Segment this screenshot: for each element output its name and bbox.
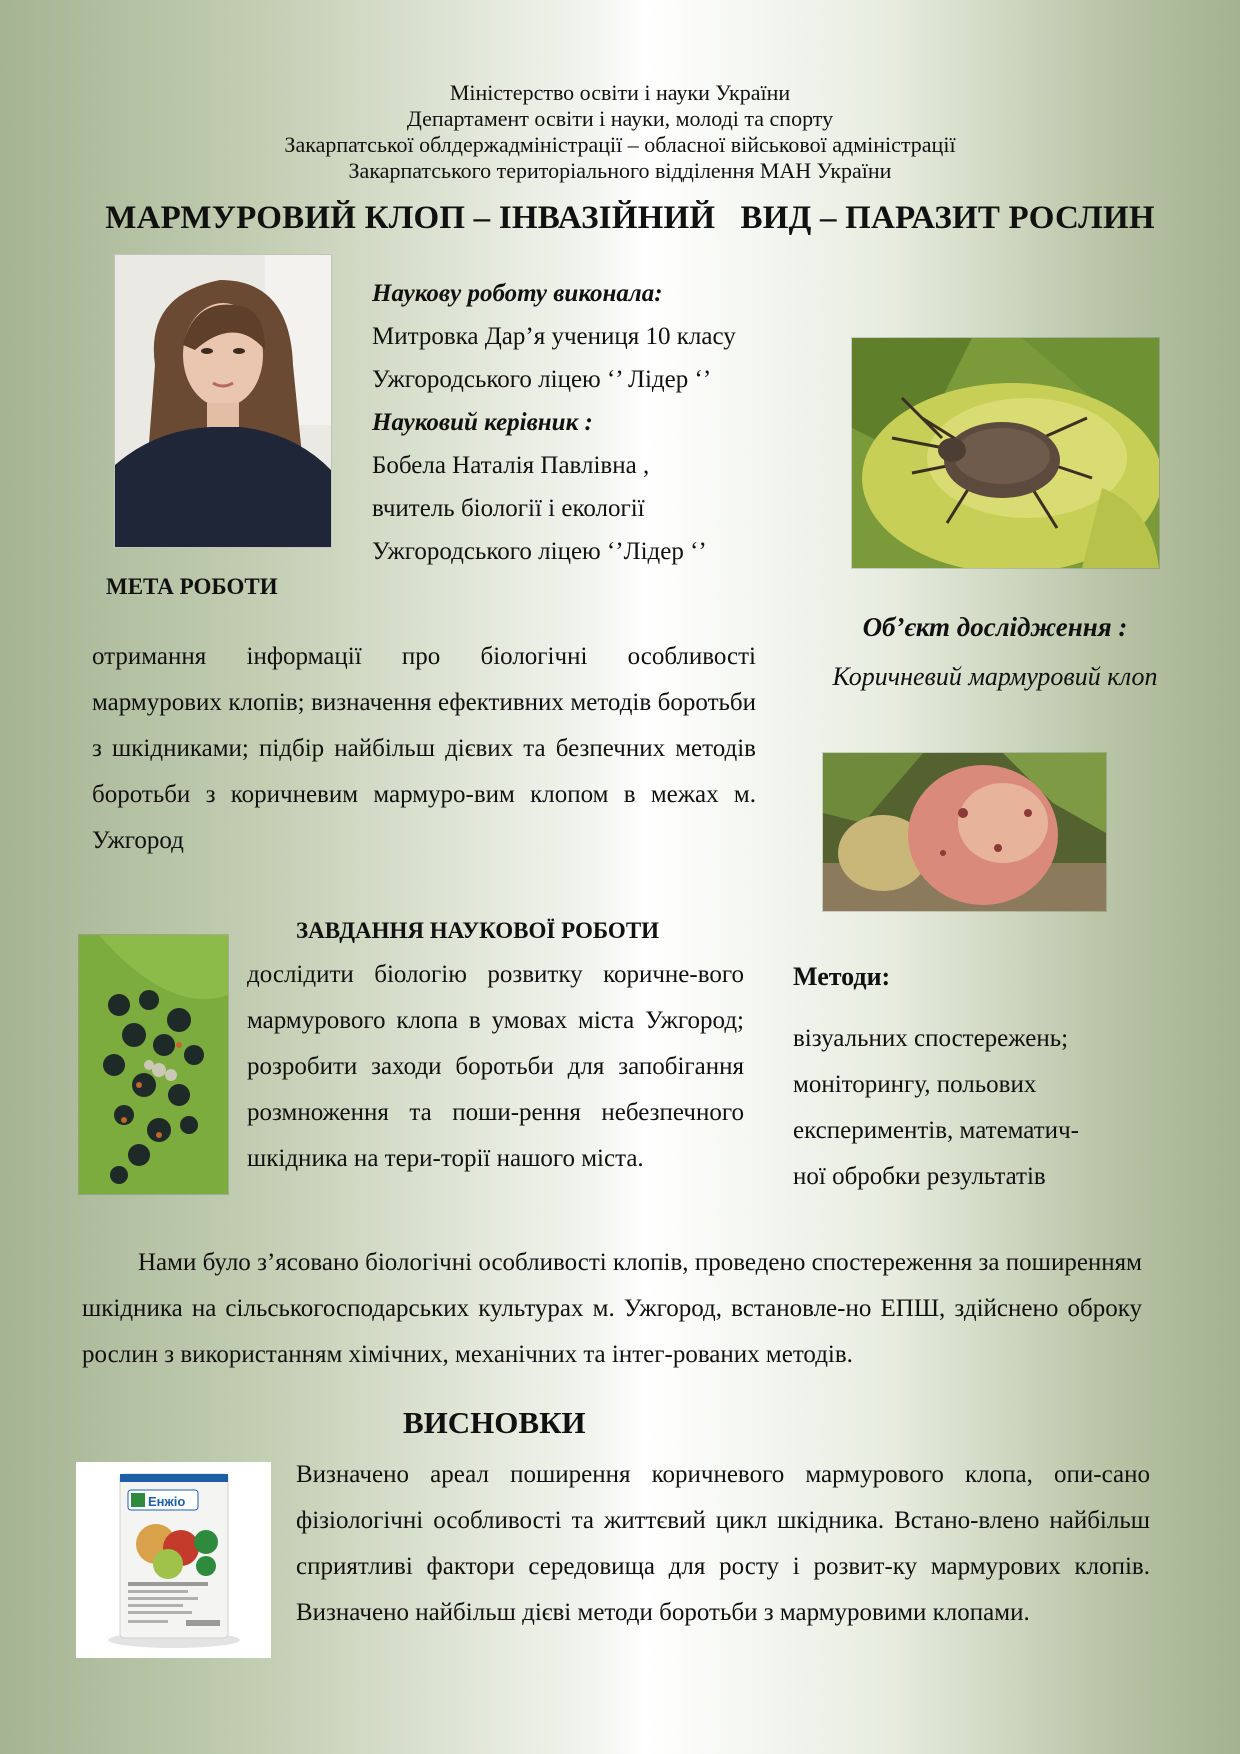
insecticide-package-image [76, 1462, 271, 1658]
author-portrait-photo [114, 254, 332, 548]
research-object-heading: Об’єкт дослідження : [862, 612, 1128, 642]
bug-nymphs-image [79, 935, 228, 1194]
goal-heading: МЕТА РОБОТИ [106, 574, 278, 599]
conclusions-heading: ВИСНОВКИ [403, 1405, 586, 1440]
method-item: ної обробки результатів [793, 1163, 1046, 1190]
stink-bug-image [852, 338, 1159, 568]
header-line-2: Департамент освіти і науки, молоді та спорту [406, 106, 834, 131]
supervisor-school: Ужгородського ліцею ‘’Лідер ‘’ [372, 538, 707, 565]
tasks-heading: ЗАВДАННЯ НАУКОВОЇ РОБОТИ [296, 918, 660, 943]
header-line-3: Закарпатської облдержадміністрації – обласної військової адміністрації [284, 132, 956, 157]
stink-bug-photo [851, 337, 1160, 569]
supervisor-label: Науковий керівник : [372, 409, 593, 436]
ministry-header [0, 80, 1240, 184]
authors-block [372, 272, 736, 573]
research-object-name: Коричневий мармуровий клоп [832, 662, 1158, 691]
findings-text: Нами було з’ясовано біологічні особливості клопів, проведено спостереження за поширенням шкідника на сільськогосподарських культурах м. Ужгород, встановле-но ЕПШ, здійснено оброку рослин з використанням хімічних, механічних та інтег-рованих методів. [82, 1249, 1142, 1368]
supervisor-name: Бобела Наталія Павлівна , [372, 452, 650, 479]
performed-by-label: Наукову роботу виконала: [372, 280, 663, 307]
student-name: Митровка Дар’я учениця 10 класу [372, 323, 736, 350]
method-item: експериментів, математич- [793, 1117, 1079, 1144]
portrait-image [115, 255, 331, 547]
student-school: Ужгородського ліцею ‘’ Лідер ‘’ [372, 366, 712, 393]
header-line-4: Закарпатського територіального відділення МАН України [348, 158, 892, 183]
damaged-apple-image [823, 753, 1106, 911]
tasks-text: дослідити біологію розвитку коричне-вого мармурового клопа в умовах міста Ужгород; розробити заходи боротьби для запобігання розмноження та поши-рення небезпечного шкідника на тери-торії нашого міста. [247, 961, 744, 1172]
method-item: візуальних спостережень; [793, 1025, 1069, 1052]
methods-list [793, 1016, 1138, 1200]
bug-nymphs-photo [78, 934, 229, 1195]
method-item: моніторингу, польових [793, 1071, 1037, 1098]
supervisor-role: вчитель біології і екології [372, 495, 645, 522]
conclusions-text: Визначено ареал поширення коричневого мармурового клопа, опи-сано фізіологічні особливості та життєвий цикл шкідника. Встано-влено найбільш сприятливі фактори середовища для росту і розвит-ку мармурових клопів. Визначено найбільш дієві методи боротьби з мармуровими клопами. [296, 1461, 1150, 1626]
header-line-1: Міністерство освіти і науки України [449, 80, 791, 105]
poster-title: МАРМУРОВИЙ КЛОП – ІНВАЗІЙНИЙ ВИД – ПАРАЗИТ РОСЛИН [105, 200, 1155, 236]
insecticide-package-photo [76, 1462, 271, 1658]
damaged-apple-photo [822, 752, 1107, 912]
methods-heading: Методи: [793, 962, 891, 991]
goal-text: отримання інформації про біологічні особливості мармурових клопів; визначення ефективних методів боротьби з шкідниками; підбір найбільш дієвих та безпечних методів боротьби з коричневим мармуро-вим клопом в межах м. Ужгород [92, 643, 756, 854]
package-brand-text: Енжіо [148, 1494, 186, 1509]
